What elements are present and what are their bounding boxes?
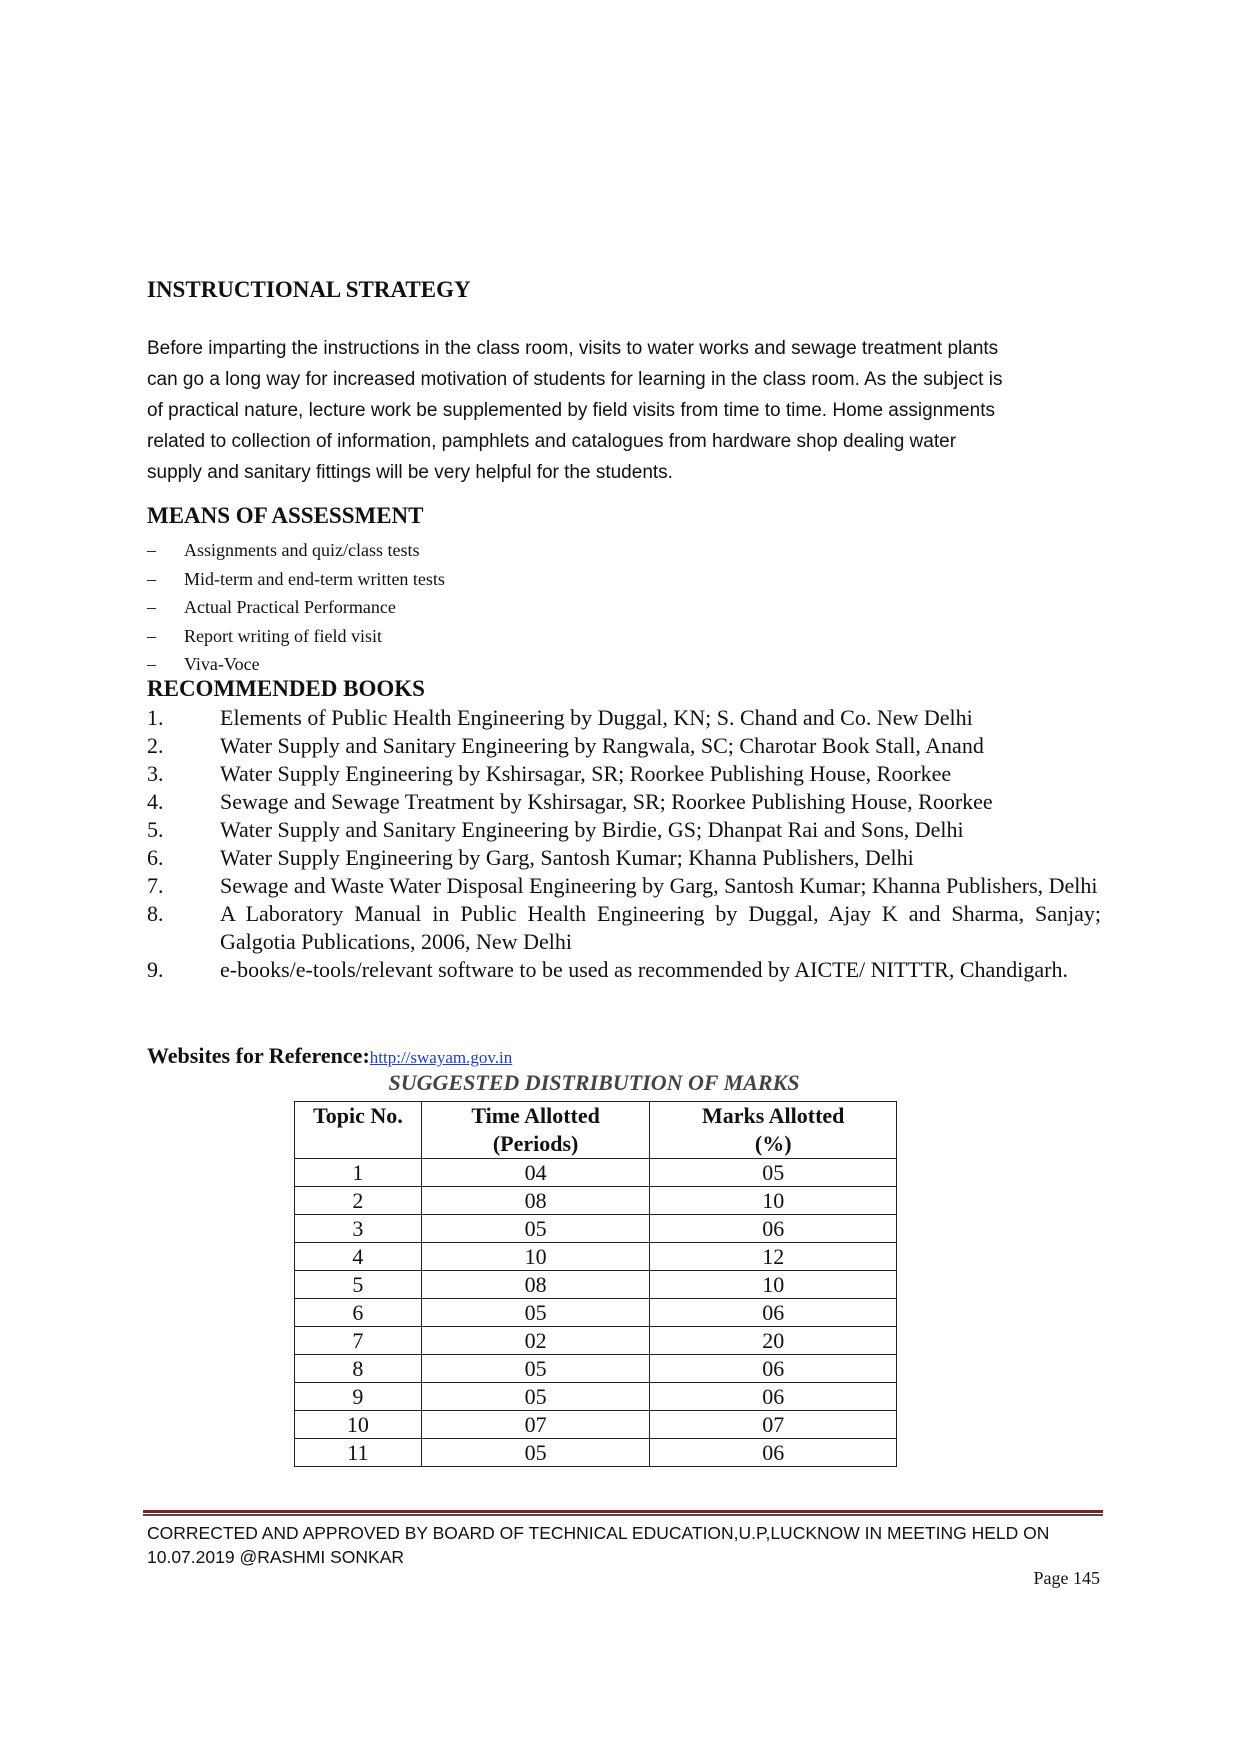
table-row (295, 1383, 897, 1411)
list-item-text: Mid-term and end-term written tests (184, 568, 445, 589)
bullet-dash: – (147, 540, 156, 560)
book-item (147, 872, 1101, 900)
topic-cell: 8 (295, 1355, 422, 1383)
strategy-line: related to collection of information, pamphlets and catalogues from hardware shop dealing water (147, 431, 957, 452)
topic-cell: 1 (295, 1159, 422, 1187)
book-text: Elements of Public Health Engineering by Duggal, KN; S. Chand and Co. New Delhi (220, 705, 973, 730)
bullet-dash: – (147, 654, 156, 674)
bullet-dash: – (147, 597, 156, 617)
book-item (147, 844, 1101, 872)
marks-cell: 12 (650, 1243, 897, 1271)
instructional-strategy-paragraph (147, 333, 1097, 488)
book-text: Water Supply Engineering by Garg, Santosh Kumar; Khanna Publishers, Delhi (220, 845, 914, 870)
time-cell: 04 (421, 1159, 650, 1187)
marks-cell: 06 (650, 1355, 897, 1383)
time-cell: 05 (421, 1355, 650, 1383)
table-row (295, 1187, 897, 1215)
list-item-text: Actual Practical Performance (184, 597, 396, 617)
marks-cell: 06 (650, 1439, 897, 1467)
book-number: 9. (147, 957, 164, 982)
means-of-assessment-heading: MEANS OF ASSESSMENT (147, 503, 424, 528)
list-item-text: Viva-Voce (184, 654, 260, 674)
strategy-line: of practical nature, lecture work be supplemented by field visits from time to time. Home assignments (147, 400, 995, 421)
marks-cell: 06 (650, 1215, 897, 1243)
book-item (147, 732, 1101, 760)
time-cell: 02 (421, 1327, 650, 1355)
table-row (295, 1327, 897, 1355)
marks-cell: 05 (650, 1159, 897, 1187)
footer-line: CORRECTED AND APPROVED BY BOARD OF TECHNICAL EDUCATION,U.P,LUCKNOW IN MEETING HELD ON (147, 1523, 1050, 1543)
websites-label: Websites for Reference: (147, 1043, 370, 1068)
book-item (147, 956, 1101, 984)
topic-cell: 9 (295, 1383, 422, 1411)
footer-divider (143, 1510, 1103, 1517)
topic-cell: 11 (295, 1439, 422, 1467)
book-number: 5. (147, 817, 164, 842)
table-row (295, 1411, 897, 1439)
book-item (147, 760, 1101, 788)
book-number: 7. (147, 873, 164, 898)
topic-cell: 5 (295, 1271, 422, 1299)
table-row (295, 1215, 897, 1243)
book-text: Water Supply Engineering by Kshirsagar, SR; Roorkee Publishing House, Roorkee (220, 761, 952, 786)
recommended-books-heading: RECOMMENDED BOOKS (147, 676, 425, 701)
book-number: 3. (147, 761, 164, 786)
strategy-line: Before imparting the instructions in the class room, visits to water works and sewage treatment plants (147, 338, 999, 359)
recommended-books-list (147, 704, 1101, 984)
footer-line: 10.07.2019 @RASHMI SONKAR (147, 1547, 405, 1567)
list-item (147, 593, 445, 622)
book-number: 2. (147, 733, 164, 758)
table-row (295, 1159, 897, 1187)
swayam-link[interactable]: http://swayam.gov.in (369, 1048, 513, 1067)
book-text: Sewage and Sewage Treatment by Kshirsagar, SR; Roorkee Publishing House, Roorkee (220, 789, 993, 814)
topic-cell: 3 (295, 1215, 422, 1243)
topic-cell: 6 (295, 1299, 422, 1327)
book-number: 6. (147, 845, 164, 870)
table-row (295, 1355, 897, 1383)
header-time-allotted: Time Allotted (Periods) (421, 1102, 650, 1159)
page-number: Page 145 (1033, 1568, 1100, 1588)
bullet-dash: – (147, 568, 156, 589)
book-number: 4. (147, 789, 164, 814)
time-cell: 08 (421, 1187, 650, 1215)
table-row (295, 1271, 897, 1299)
table-row (295, 1299, 897, 1327)
list-item-text: Assignments and quiz/class tests (184, 540, 420, 560)
table-header-row (295, 1102, 897, 1159)
book-item (147, 788, 1101, 816)
header-marks-allotted: Marks Allotted (%) (650, 1102, 897, 1159)
book-text: e-books/e-tools/relevant software to be used as recommended by AICTE/ NITTTR, Chandigarh. (220, 957, 1068, 982)
instructional-strategy-heading: INSTRUCTIONAL STRATEGY (147, 277, 471, 302)
time-cell: 05 (421, 1383, 650, 1411)
header-topic-no: Topic No. (295, 1102, 422, 1159)
footer-approval-note (147, 1521, 1107, 1569)
assessment-list (147, 536, 445, 679)
book-text: A Laboratory Manual in Public Health Engineering by Duggal, Ajay K and Sharma, Sanjay; Galgotia Publications, 2006, New Delhi (220, 901, 1101, 954)
topic-cell: 7 (295, 1327, 422, 1355)
footer-divider-bottom (143, 1514, 1103, 1516)
book-item (147, 900, 1101, 956)
book-number: 8. (147, 901, 164, 926)
marks-cell: 10 (650, 1187, 897, 1215)
table-row (295, 1243, 897, 1271)
marks-cell: 06 (650, 1299, 897, 1327)
time-cell: 10 (421, 1243, 650, 1271)
book-text: Sewage and Waste Water Disposal Engineering by Garg, Santosh Kumar; Khanna Publishers, Delhi (220, 873, 1098, 898)
topic-cell: 2 (295, 1187, 422, 1215)
time-cell: 05 (421, 1215, 650, 1243)
websites-reference (147, 1043, 512, 1069)
list-item (147, 536, 445, 565)
strategy-line: can go a long way for increased motivation of students for learning in the class room. As the subject is (147, 369, 1003, 390)
book-item (147, 816, 1101, 844)
table-row (295, 1439, 897, 1467)
book-text: Water Supply and Sanitary Engineering by Birdie, GS; Dhanpat Rai and Sons, Delhi (220, 817, 964, 842)
list-item-text: Report writing of field visit (184, 625, 382, 646)
topic-cell: 10 (295, 1411, 422, 1439)
marks-cell: 06 (650, 1383, 897, 1411)
marks-cell: 10 (650, 1271, 897, 1299)
time-cell: 08 (421, 1271, 650, 1299)
footer-divider-top (143, 1510, 1103, 1513)
book-number: 1. (147, 705, 164, 730)
marks-cell: 20 (650, 1327, 897, 1355)
time-cell: 07 (421, 1411, 650, 1439)
book-item (147, 704, 1101, 732)
bullet-dash: – (147, 625, 156, 646)
list-item (147, 650, 445, 679)
time-cell: 05 (421, 1299, 650, 1327)
strategy-line: supply and sanitary fittings will be very helpful for the students. (147, 462, 673, 483)
list-item (147, 565, 445, 594)
marks-table-title: SUGGESTED DISTRIBUTION OF MARKS (388, 1070, 800, 1095)
list-item (147, 622, 445, 651)
marks-distribution-table (294, 1101, 897, 1467)
book-text: Water Supply and Sanitary Engineering by Rangwala, SC; Charotar Book Stall, Anand (220, 733, 984, 758)
marks-cell: 07 (650, 1411, 897, 1439)
time-cell: 05 (421, 1439, 650, 1467)
topic-cell: 4 (295, 1243, 422, 1271)
